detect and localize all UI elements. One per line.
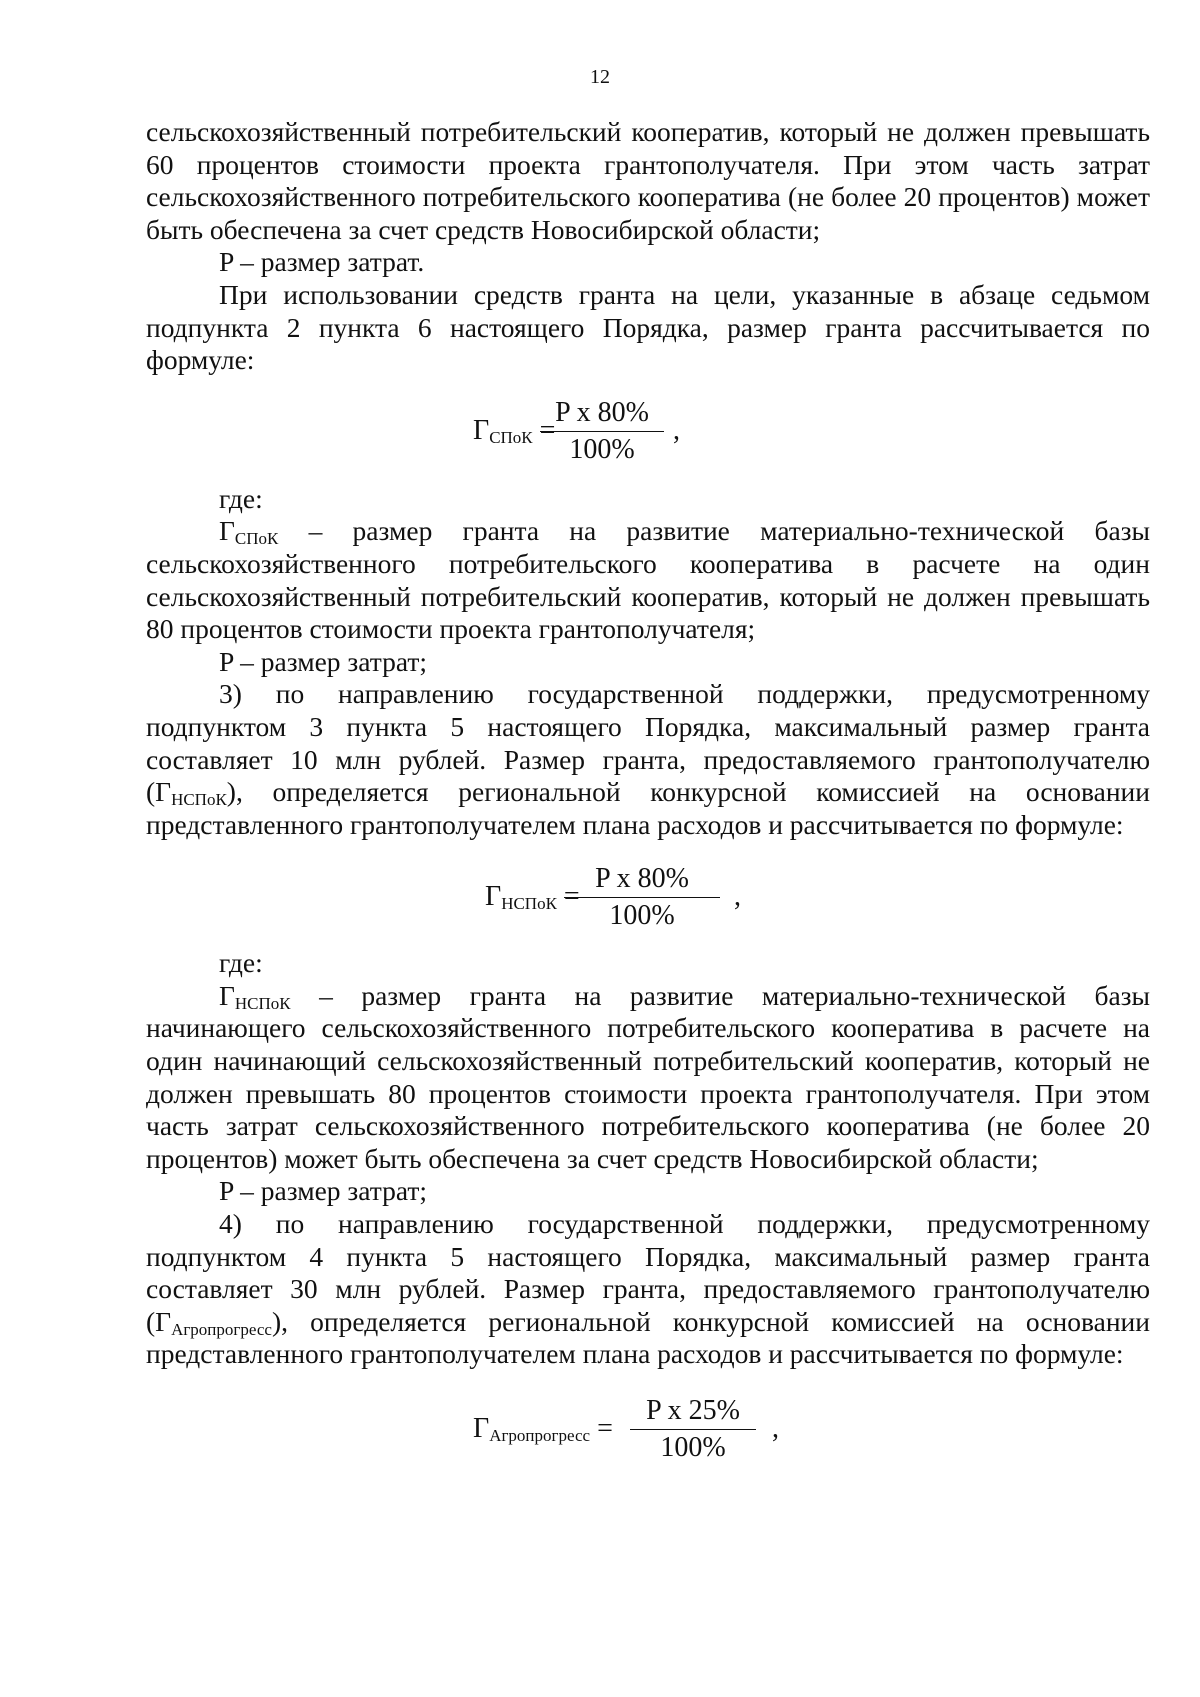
formula-agroprogress: [146, 1371, 1150, 1477]
where-label-2: где:: [219, 947, 263, 979]
page-number: 12: [590, 66, 610, 88]
formula-spok-denominator: 100%: [569, 433, 635, 465]
paragraph-cost-definition-3: P – размер затрат;: [219, 1175, 428, 1207]
document-body: [146, 116, 1150, 1477]
paragraph-grant-usage: При использовании средств гранта на цели, указанные в абзаце седьмом подпункта 2 пункта 6 настоящего Порядка, размер гранта рассчитывается по формуле:: [146, 278, 1150, 376]
formula-spok-numerator: P x 80%: [540, 397, 664, 432]
formula-spok-comma: ,: [673, 414, 680, 446]
formula-agroprogress-numerator: P x 25%: [630, 1395, 756, 1430]
paragraph-item-4: 4) по направлению государственной поддержки, предусмотренному подпунктом 4 пункта 5 настоящего Порядка, максимальный размер гранта составляет 30 млн рублей. Размер гранта, предоставляемого грантополучателю $(Г_{Агропрогресс})$, определяется региональной конкурсной комиссией на основании представленного грантополучателем плана расходов и рассчитывается по формуле:: [146, 1208, 1150, 1370]
formula-spok-fraction: [540, 397, 664, 466]
paragraph-continuation: сельскохозяйственный потребительский кооператив, который не должен превышать 60 процентов стоимости проекта грантополучателя. При этом часть затрат сельскохозяйственного потребительского кооператива (не более 20 процентов) может быть обеспечена за счет средств Новосибирской области;: [146, 116, 1150, 245]
formula-spok: [146, 377, 1150, 483]
formula-nspok-lhs: $Г_{НСПоК}$ =: [485, 881, 580, 914]
formula-spok-lhs: $Г_{СПоК}$ =: [473, 414, 556, 447]
where-label-1: где:: [219, 482, 263, 514]
formula-nspok-numerator: P x 80%: [564, 863, 720, 898]
formula-nspok: [146, 841, 1150, 947]
paragraph-item-3: 3) по направлению государственной поддержки, предусмотренному подпунктом 3 пункта 5 настоящего Порядка, максимальный размер гранта составляет 10 млн рублей. Размер гранта, предоставляемого грантополучателю $(Г_{НСПоК})$, определяется региональной конкурсной комиссией на основании представленного грантополучателем плана расходов и рассчитывается по формуле:: [146, 678, 1150, 840]
formula-nspok-fraction: [564, 863, 720, 932]
formula-nspok-denominator: 100%: [609, 900, 675, 932]
formula-nspok-comma: ,: [734, 881, 741, 913]
paragraph-cost-definition-2: P – размер затрат;: [219, 645, 428, 677]
definition-nspok: $Г_{НСПоК}$ – размер гранта на развитие материально-технической базы начинающего сельскохозяйственного потребительского кооператива в расчете на один начинающий сельскохозяйственный потребительский кооператив, который не должен превышать 80 процентов стоимости проекта грантополучателя. При этом часть затрат сельскохозяйственного потребительского кооператива (не более 20 процентов) может быть обеспечена за счет средств Новосибирской области;: [146, 979, 1150, 1174]
formula-agroprogress-lhs: $Г_{Агропрогресс}$ =: [473, 1413, 613, 1445]
formula-agroprogress-denominator: 100%: [660, 1432, 726, 1463]
formula-agroprogress-fraction: [630, 1395, 756, 1464]
definition-spok: $Г_{СПоК}$ – размер гранта на развитие материально-технической базы сельскохозяйственного потребительского кооператива в расчете на один сельскохозяйственный потребительский кооператив, который не должен превышать 80 процентов стоимости проекта грантополучателя;: [146, 515, 1150, 645]
formula-agroprogress-comma: ,: [772, 1413, 779, 1444]
paragraph-cost-definition-1: P – размер затрат.: [219, 246, 425, 278]
